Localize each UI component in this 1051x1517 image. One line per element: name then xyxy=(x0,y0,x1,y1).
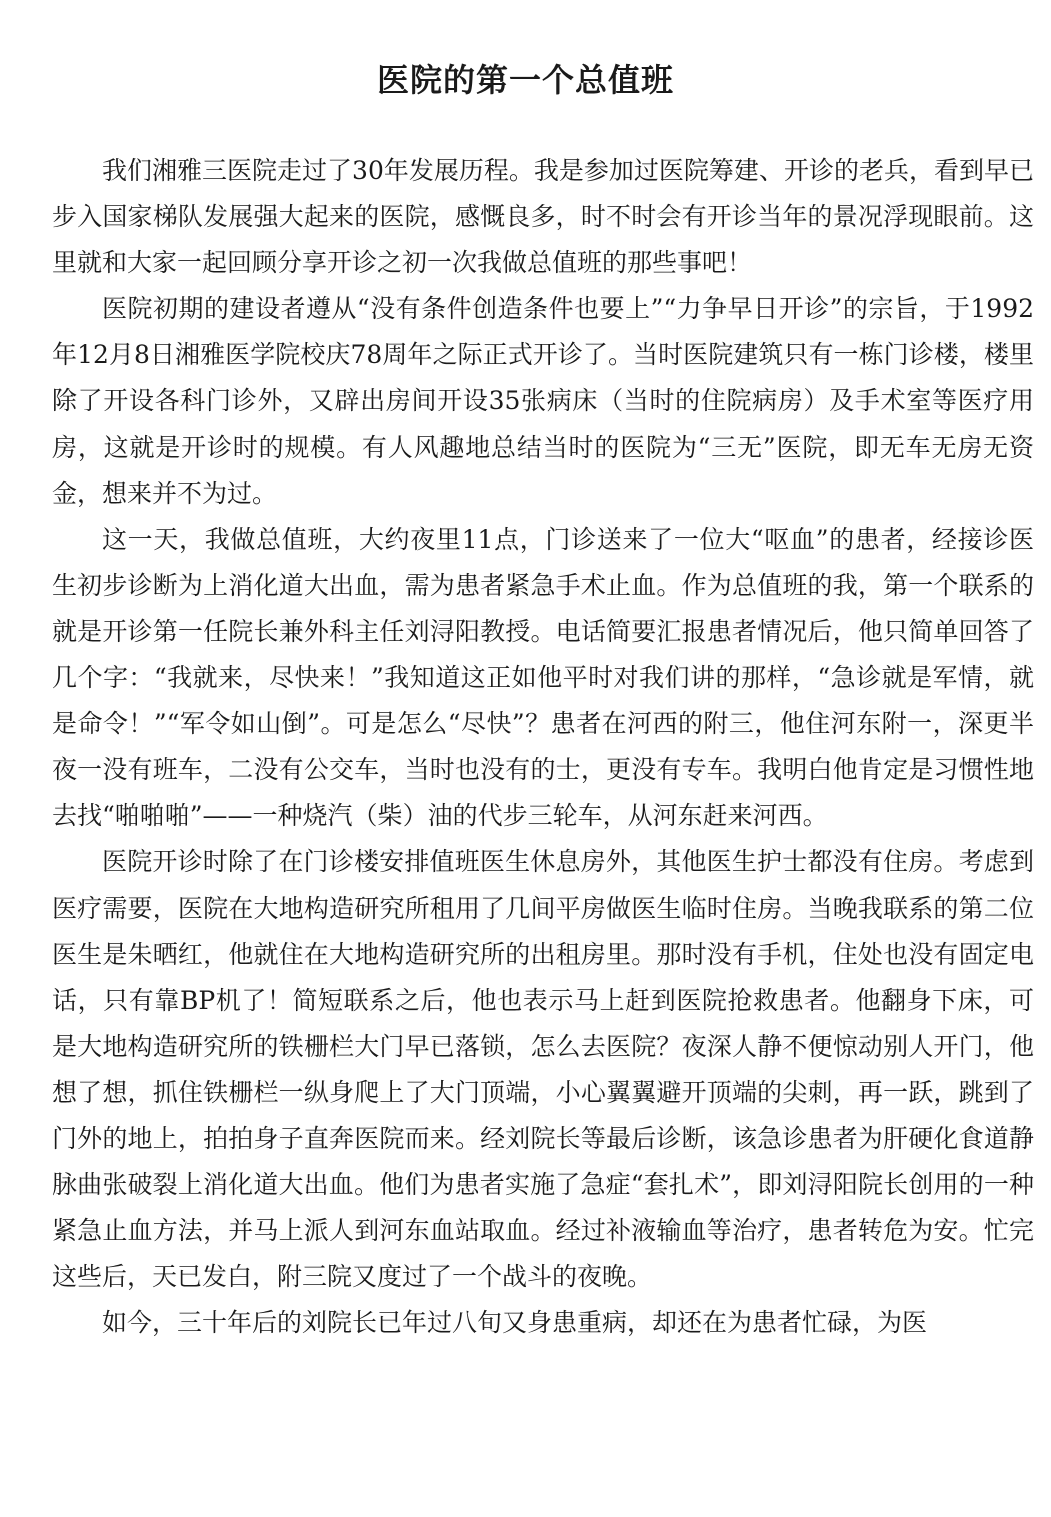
article-title: 医院的第一个总值班 xyxy=(376,61,674,99)
article-body xyxy=(52,148,1034,1346)
paragraph-4: 医院开诊时除了在门诊楼安排值班医生休息房外，其他医生护士都没有住房。考虑到医疗需要，医院在大地构造研究所租用了几间平房做医生临时住房。当晚我联系的第二位医生是朱晒红，他就住在大地构造研究所的出租房里。那时没有手机，住处也没有固定电话，只有靠BP机了！简短联系之后，他也表示马上赶到医院抢救患者。他翻身下床，可是大地构造研究所的铁栅栏大门早已落锁，怎么去医院？夜深人静不便惊动别人开门，他想了想，抓住铁栅栏一纵身爬上了大门顶端，小心翼翼避开顶端的尖刺，再一跃，跳到了门外的地上，拍拍身子直奔医院而来。经刘院长等最后诊断，该急诊患者为肝硬化食道静脉曲张破裂上消化道大出血。他们为患者实施了急症“套扎术”，即刘浔阳院长创用的一种紧急止血方法，并马上派人到河东血站取血。经过补液输血等治疗，患者转危为安。忙完这些后，天已发白，附三院又度过了一个战斗的夜晚。 xyxy=(52,847,1034,1292)
paragraph-1: 我们湘雅三医院走过了30年发展历程。我是参加过医院筹建、开诊的老兵，看到早已步入国家梯队发展强大起来的医院，感慨良多，时不时会有开诊当年的景况浮现眼前。这里就和大家一起回顾分享开诊之初一次我做总值班的那些事吧！ xyxy=(52,156,1034,278)
paragraph-2: 医院初期的建设者遵从“没有条件创造条件也要上”“力争早日开诊”的宗旨，于1992年12月8日湘雅医学院校庆78周年之际正式开诊了。当时医院建筑只有一栋门诊楼，楼里除了开设各科门诊外，又辟出房间开设35张病床（当时的住院病房）及手术室等医疗用房，这就是开诊时的规模。有人风趣地总结当时的医院为“三无”医院，即无车无房无资金，想来并不为过。 xyxy=(52,294,1034,508)
paragraph-5: 如今，三十年后的刘院长已年过八旬又身患重病，却还在为患者忙碌，为医 xyxy=(102,1308,928,1338)
paragraph-3: 这一天，我做总值班，大约夜里11点，门诊送来了一位大“呕血”的患者，经接诊医生初步诊断为上消化道大出血，需为患者紧急手术止血。作为总值班的我，第一个联系的就是开诊第一任院长兼外科主任刘浔阳教授。电话简要汇报患者情况后，他只简单回答了几个字：“我就来，尽快来！”我知道这正如他平时对我们讲的那样，“急诊就是军情，就是命令！”“军令如山倒”。可是怎么“尽快”？患者在河西的附三，他住河东附一，深更半夜一没有班车，二没有公交车，当时也没有的士，更没有专车。我明白他肯定是习惯性地去找“啪啪啪”——一种烧汽（柴）油的代步三轮车，从河东赶来河西。 xyxy=(52,524,1034,831)
